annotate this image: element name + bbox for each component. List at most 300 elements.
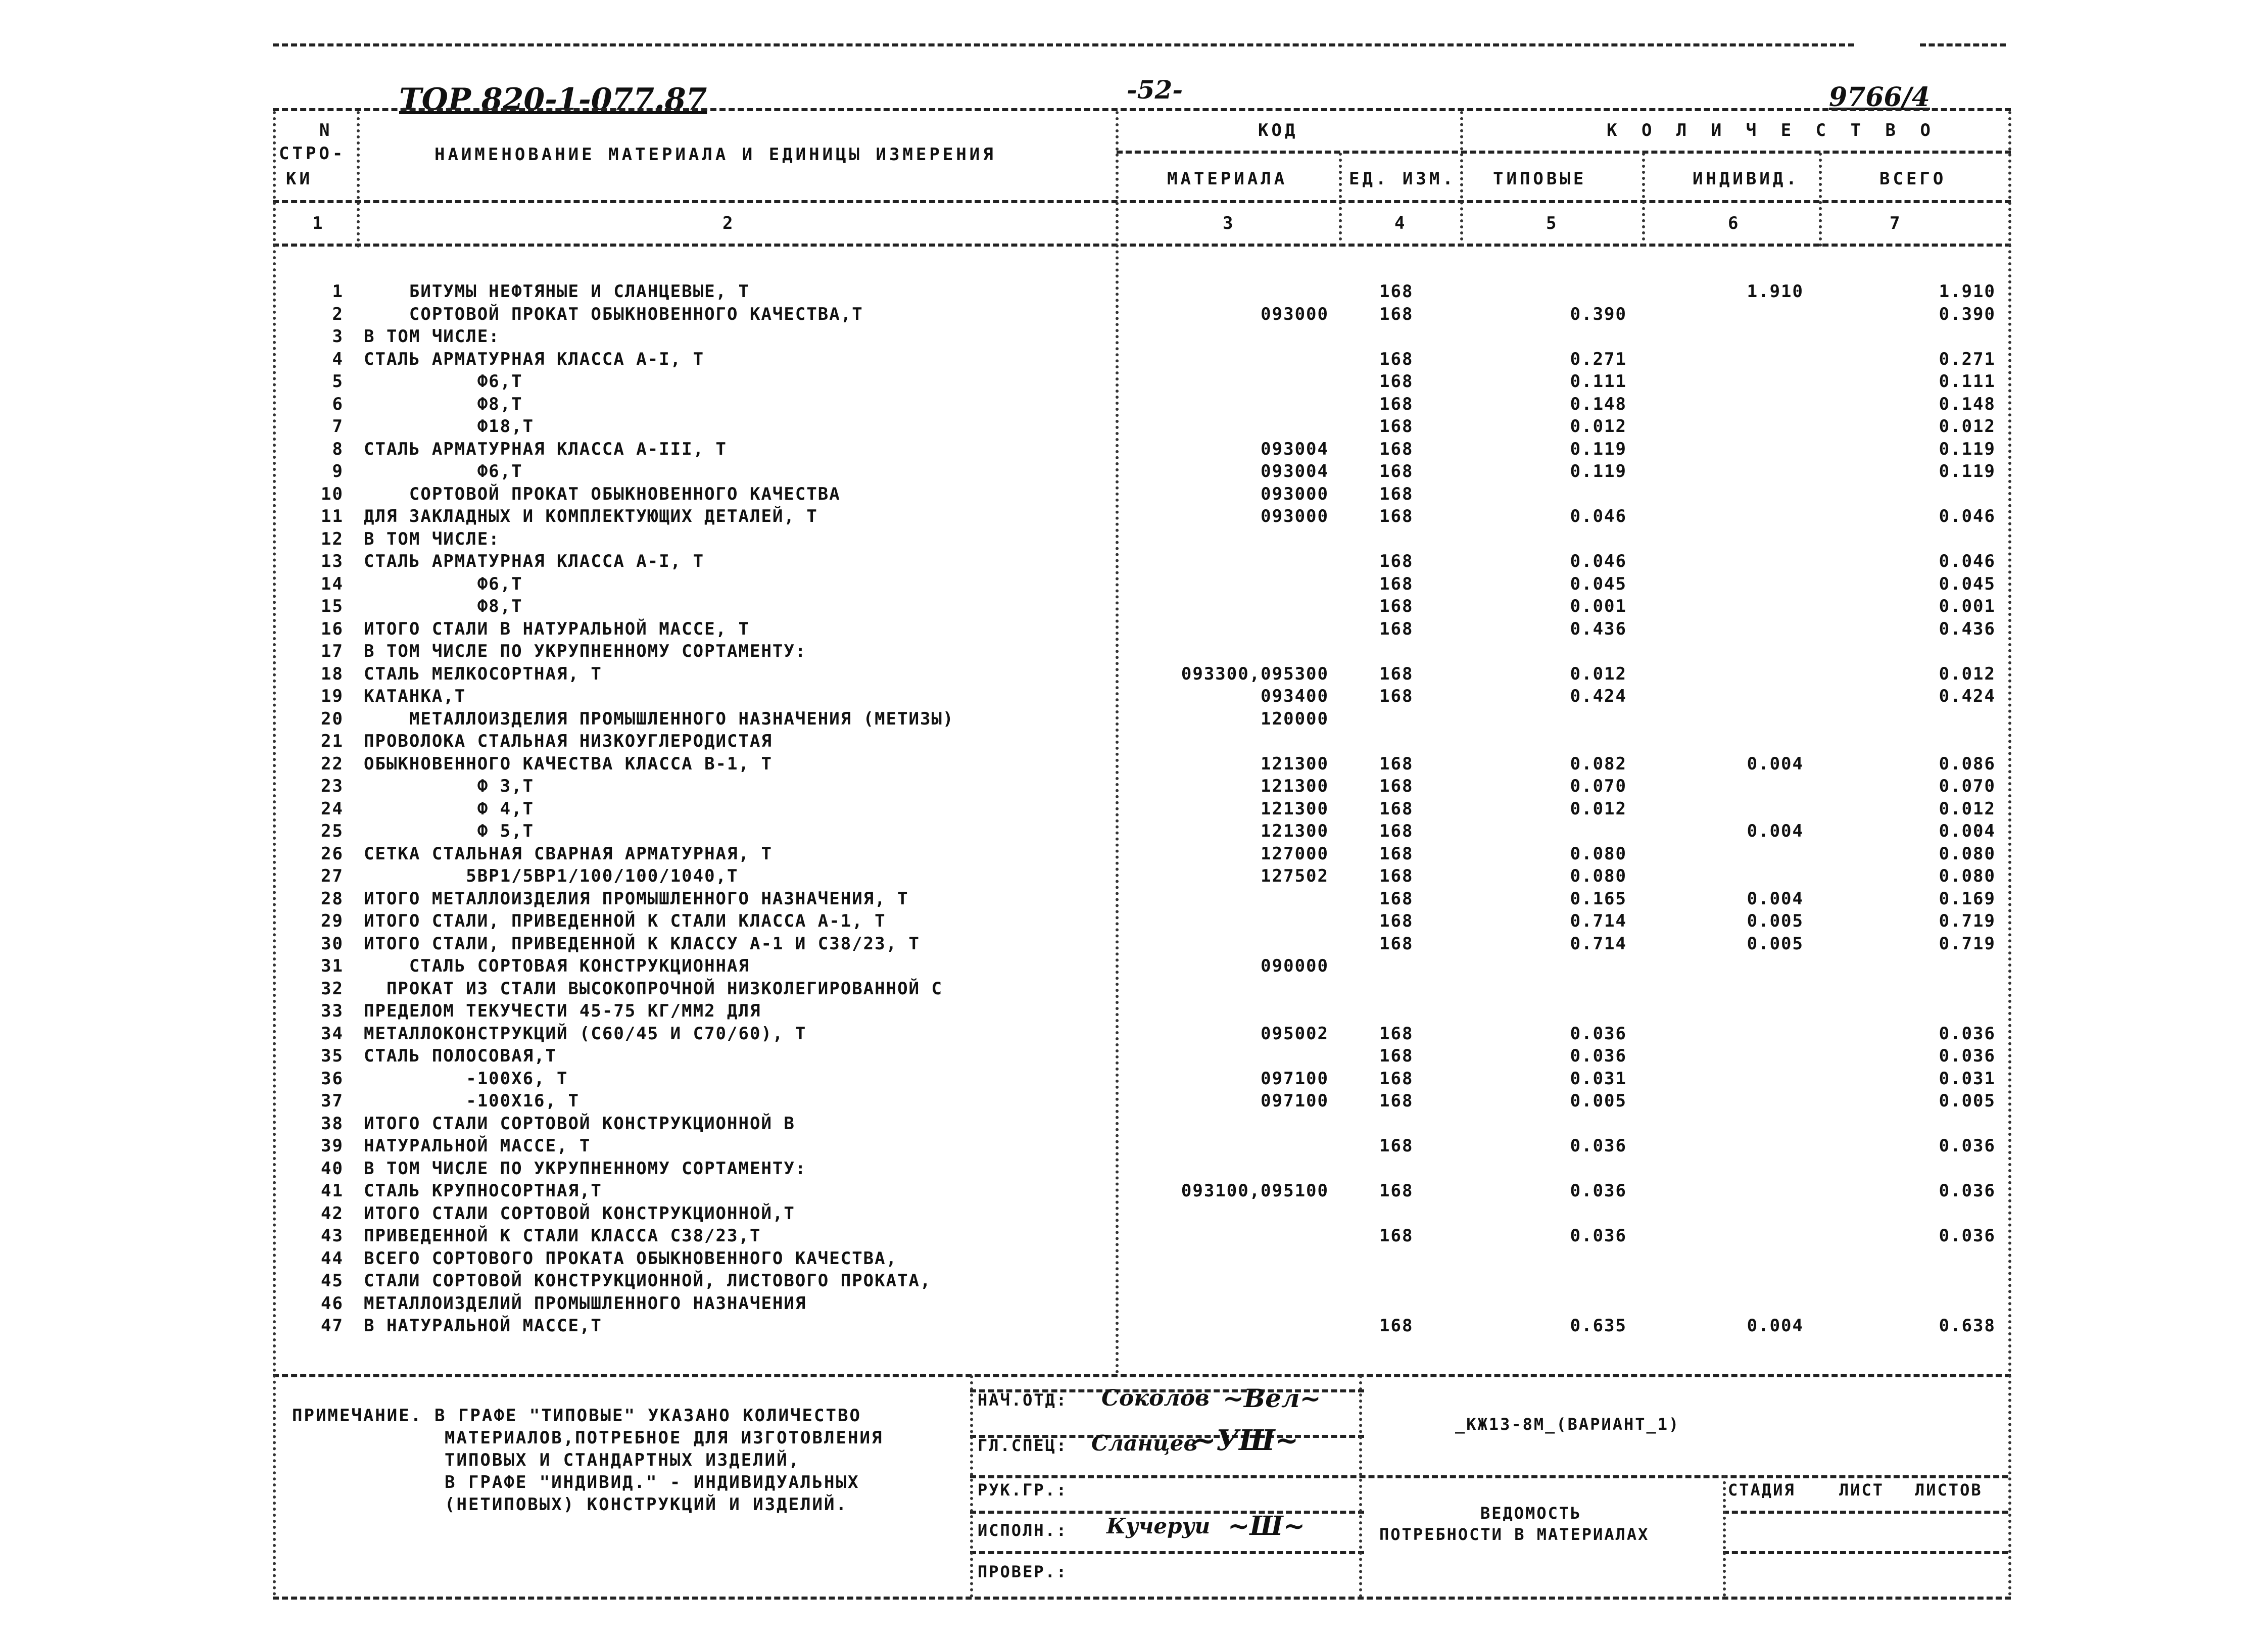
typical-qty: 0.036 (1570, 1024, 1627, 1044)
material-name: Ф 3,Т (364, 776, 535, 796)
material-name: ПРИВЕДЕННОЙ К СТАЛИ КЛАССА С38/23,Т (364, 1226, 761, 1246)
material-name: Ф8,Т (364, 394, 523, 414)
header-mid-line (273, 200, 2011, 203)
row-number: 21 (321, 731, 344, 751)
unit-code: 168 (1379, 416, 1414, 437)
row-number: 46 (321, 1293, 344, 1314)
table-row (0, 394, 2268, 416)
typical-qty: 0.390 (1570, 304, 1627, 324)
stamp-gl-spec-name: Сланцев (1091, 1431, 1198, 1456)
individual-qty: 0.004 (1747, 754, 1804, 774)
row-number: 3 (332, 326, 344, 347)
total-qty: 0.036 (1939, 1024, 1996, 1044)
table-row (0, 349, 2268, 371)
header-quantity: К О Л И Ч Е С Т В О (1607, 120, 1938, 140)
row-number: 6 (332, 394, 344, 414)
table-row (0, 1046, 2268, 1068)
col-separator-tot (1819, 153, 1822, 247)
material-name: ПРЕДЕЛОМ ТЕКУЧЕСТИ 45-75 КГ/ММ2 ДЛЯ (364, 1001, 761, 1021)
material-code: 095002 (1261, 1024, 1329, 1044)
total-qty: 0.119 (1939, 461, 1996, 481)
material-name: СЕТКА СТАЛЬНАЯ СВАРНАЯ АРМАТУРНАЯ, Т (364, 844, 773, 864)
stamp-line-3 (970, 1475, 2008, 1478)
header-colnum-1: 1 (312, 213, 326, 233)
typical-qty: 0.036 (1570, 1181, 1627, 1201)
row-number: 1 (332, 281, 344, 302)
stamp-prover: ПРОВЕР.: (978, 1562, 1068, 1581)
row-number: 20 (321, 709, 344, 729)
header-sub-line (1117, 151, 2011, 154)
total-qty: 0.638 (1939, 1316, 1996, 1336)
stamp-line-5 (1723, 1511, 2008, 1514)
table-row (0, 866, 2268, 888)
table-row (0, 484, 2268, 506)
table-row (0, 1091, 2268, 1113)
table-row (0, 664, 2268, 686)
unit-code: 168 (1379, 371, 1414, 392)
material-name: ПРОВОЛОКА СТАЛЬНАЯ НИЗКОУГЛЕРОДИСТАЯ (364, 731, 773, 751)
row-number: 32 (321, 979, 344, 999)
table-row (0, 1248, 2268, 1271)
table-row (0, 416, 2268, 439)
material-code: 121300 (1261, 776, 1329, 796)
body-bottom-line (273, 1374, 2011, 1377)
material-code: 093000 (1261, 484, 1329, 504)
typical-qty: 0.012 (1570, 799, 1627, 819)
typical-qty: 0.046 (1570, 551, 1627, 571)
material-name: СТАЛЬ КРУПНОСОРТНАЯ,Т (364, 1181, 602, 1201)
total-qty: 0.031 (1939, 1069, 1996, 1089)
table-row (0, 934, 2268, 956)
unit-code: 168 (1379, 1091, 1414, 1111)
material-name: ВСЕГО СОРТОВОГО ПРОКАТА ОБЫКНОВЕННОГО КАЧЕСТВА, (364, 1248, 898, 1269)
row-number: 4 (332, 349, 344, 369)
row-number: 27 (321, 866, 344, 886)
total-qty: 0.719 (1939, 911, 1996, 931)
typical-qty: 0.001 (1570, 596, 1627, 616)
unit-code: 168 (1379, 394, 1414, 414)
row-number: 30 (321, 934, 344, 954)
material-name: НАТУРАЛЬНОЙ МАССЕ, Т (364, 1136, 591, 1156)
stamp-gl-spec-signature: ~УШ~ (1192, 1424, 1299, 1457)
row-number: 8 (332, 439, 344, 459)
total-qty: 0.001 (1939, 596, 1996, 616)
material-code: 093000 (1261, 304, 1329, 324)
table-row (0, 304, 2268, 326)
col-separator-unit (1339, 153, 1342, 247)
table-row (0, 619, 2268, 641)
material-code: 093100,095100 (1181, 1181, 1329, 1201)
stamp-gl-spec: ГЛ.СПЕЦ: (978, 1436, 1068, 1455)
material-code: 093400 (1261, 686, 1329, 706)
stamp-nach-otd-name: Соколов (1101, 1385, 1210, 1411)
material-code: 121300 (1261, 754, 1329, 774)
material-name: ДЛЯ ЗАКЛАДНЫХ И КОМПЛЕКТУЮЩИХ ДЕТАЛЕЙ, Т (364, 506, 818, 526)
unit-code: 168 (1379, 619, 1414, 639)
table-row (0, 1069, 2268, 1091)
top-border-line (273, 43, 1854, 46)
material-code: 127502 (1261, 866, 1329, 886)
material-name: СТАЛЬ МЕЛКОСОРТНАЯ, Т (364, 664, 602, 684)
total-qty: 0.390 (1939, 304, 1996, 324)
total-qty: 0.036 (1939, 1181, 1996, 1201)
row-number: 17 (321, 641, 344, 661)
stamp-ispoln: ИСПОЛН.: (978, 1521, 1068, 1540)
typical-qty: 0.436 (1570, 619, 1627, 639)
individual-qty: 0.004 (1747, 1316, 1804, 1336)
unit-code: 168 (1379, 596, 1414, 616)
material-name: ИТОГО СТАЛИ СОРТОВОЙ КОНСТРУКЦИОННОЙ,Т (364, 1203, 795, 1224)
total-qty: 0.005 (1939, 1091, 1996, 1111)
material-name: СТАЛИ СОРТОВОЙ КОНСТРУКЦИОННОЙ, ЛИСТОВОГО ПРОКАТА, (364, 1271, 932, 1291)
stamp-project-code: _КЖ13-8М_(ВАРИАНТ_1) (1455, 1415, 1680, 1434)
material-name: ИТОГО СТАЛИ, ПРИВЕДЕННОЙ К КЛАССУ А-1 И С38/23, Т (364, 934, 921, 954)
typical-qty: 0.005 (1570, 1091, 1627, 1111)
total-qty: 1.910 (1939, 281, 1996, 302)
material-name: Ф 5,Т (364, 821, 535, 841)
header-colnum-7: 7 (1890, 213, 1903, 233)
row-number: 33 (321, 1001, 344, 1021)
typical-qty: 0.012 (1570, 416, 1627, 437)
total-qty: 0.080 (1939, 844, 1996, 864)
sheet-code: 9766/4 (1829, 82, 1930, 113)
header-total: ВСЕГО (1879, 169, 1947, 189)
table-row (0, 776, 2268, 798)
row-number: 28 (321, 889, 344, 909)
unit-code: 168 (1379, 506, 1414, 526)
material-name: МЕТАЛЛОИЗДЕЛИЯ ПРОМЫШЛЕННОГО НАЗНАЧЕНИЯ (МЕТИЗЫ) (364, 709, 954, 729)
header-unit: ЕД. ИЗМ. (1349, 169, 1456, 189)
material-code: 097100 (1261, 1091, 1329, 1111)
table-row (0, 979, 2268, 1001)
material-name: ОБЫКНОВЕННОГО КАЧЕСТВА КЛАССА В-1, Т (364, 754, 773, 774)
header-typical: ТИПОВЫЕ (1493, 169, 1587, 189)
total-qty: 0.719 (1939, 934, 1996, 954)
total-qty: 0.012 (1939, 799, 1996, 819)
material-name: ИТОГО СТАЛИ В НАТУРАЛЬНОЙ МАССЕ, Т (364, 619, 750, 639)
row-number: 36 (321, 1069, 344, 1089)
unit-code: 168 (1379, 461, 1414, 481)
page-bottom-line (273, 1597, 2011, 1600)
table-row (0, 911, 2268, 933)
document-number: ТОР 820-1-077.87 (399, 82, 707, 117)
table-row (0, 686, 2268, 708)
table-row (0, 844, 2268, 866)
typical-qty: 0.635 (1570, 1316, 1627, 1336)
unit-code: 168 (1379, 1024, 1414, 1044)
row-number: 19 (321, 686, 344, 706)
material-name: Ф8,Т (364, 596, 523, 616)
unit-code: 168 (1379, 304, 1414, 324)
table-row (0, 529, 2268, 551)
note-line-1: В ГРАФЕ "ТИПОВЫЕ" УКАЗАНО КОЛИЧЕСТВО (435, 1406, 861, 1426)
total-qty: 0.169 (1939, 889, 1996, 909)
typical-qty: 0.119 (1570, 461, 1627, 481)
row-number: 34 (321, 1024, 344, 1044)
material-code: 093004 (1261, 461, 1329, 481)
material-name: В ТОМ ЧИСЛЕ: (364, 529, 500, 549)
typical-qty: 0.070 (1570, 776, 1627, 796)
material-name: СОРТОВОЙ ПРОКАТ ОБЫКНОВЕННОГО КАЧЕСТВА (364, 484, 841, 504)
unit-code: 168 (1379, 349, 1414, 369)
typical-qty: 0.148 (1570, 394, 1627, 414)
total-qty: 0.080 (1939, 866, 1996, 886)
table-row (0, 371, 2268, 394)
total-qty: 0.070 (1939, 776, 1996, 796)
material-name: Ф6,Т (364, 574, 523, 594)
note-line-5: (НЕТИПОВЫХ) КОНСТРУКЦИЙ И ИЗДЕЛИЙ. (445, 1494, 848, 1515)
stamp-nach-otd-signature: ~Вел~ (1223, 1383, 1321, 1413)
header-colnum-2: 2 (722, 213, 736, 233)
header-no-line2: СТРО- (279, 143, 346, 164)
material-name: В ТОМ ЧИСЛЕ ПО УКРУПНЕННОМУ СОРТАМЕНТУ: (364, 641, 807, 661)
total-qty: 0.271 (1939, 349, 1996, 369)
header-colnum-6: 6 (1728, 213, 1742, 233)
unit-code: 168 (1379, 664, 1414, 684)
row-number: 7 (332, 416, 344, 437)
material-name: ИТОГО СТАЛИ СОРТОВОЙ КОНСТРУКЦИОННОЙ В (364, 1114, 795, 1134)
typical-qty: 0.080 (1570, 866, 1627, 886)
table-row (0, 1159, 2268, 1181)
row-number: 15 (321, 596, 344, 616)
material-name: ИТОГО СТАЛИ, ПРИВЕДЕННОЙ К СТАЛИ КЛАССА А-1, Т (364, 911, 886, 931)
stamp-nach-otd: НАЧ.ОТД: (978, 1390, 1068, 1410)
total-qty: 0.036 (1939, 1226, 1996, 1246)
material-name: СТАЛЬ АРМАТУРНАЯ КЛАССА А-III, Т (364, 439, 728, 459)
table-row (0, 1293, 2268, 1316)
material-code: 093300,095300 (1181, 664, 1329, 684)
note-line-4: В ГРАФЕ "ИНДИВИД." - ИНДИВИДУАЛЬНЫХ (445, 1472, 860, 1492)
material-name: 5ВР1/5ВР1/100/100/1040,Т (364, 866, 739, 886)
row-number: 38 (321, 1114, 344, 1134)
material-code: 121300 (1261, 799, 1329, 819)
total-qty: 0.046 (1939, 551, 1996, 571)
table-row (0, 1136, 2268, 1158)
material-name: СТАЛЬ АРМАТУРНАЯ КЛАССА А-I, Т (364, 551, 705, 571)
individual-qty: 0.004 (1747, 889, 1804, 909)
material-name: ИТОГО МЕТАЛЛОИЗДЕЛИЯ ПРОМЫШЛЕННОГО НАЗНАЧЕНИЯ, Т (364, 889, 909, 909)
row-number: 37 (321, 1091, 344, 1111)
total-qty: 0.004 (1939, 821, 1996, 841)
stamp-title-line2: ПОТРЕБНОСТИ В МАТЕРИАЛАХ (1379, 1525, 1650, 1544)
note-line-3: ТИПОВЫХ И СТАНДАРТНЫХ ИЗДЕЛИЙ, (445, 1450, 801, 1470)
stamp-ispoln-signature: ~Ш~ (1228, 1511, 1306, 1541)
stamp-ruk-gr: РУК.ГР.: (978, 1480, 1068, 1500)
material-code: 127000 (1261, 844, 1329, 864)
unit-code: 168 (1379, 1046, 1414, 1066)
row-number: 29 (321, 911, 344, 931)
stamp-line-7 (1723, 1551, 2008, 1554)
table-row (0, 574, 2268, 596)
table-row (0, 551, 2268, 573)
table-row (0, 281, 2268, 304)
material-name: СТАЛЬ АРМАТУРНАЯ КЛАССА А-I, Т (364, 349, 705, 369)
total-qty: 0.046 (1939, 506, 1996, 526)
unit-code: 168 (1379, 866, 1414, 886)
table-row (0, 439, 2268, 461)
table-row (0, 709, 2268, 731)
row-number: 12 (321, 529, 344, 549)
unit-code: 168 (1379, 574, 1414, 594)
material-name: Ф18,Т (364, 416, 535, 437)
table-row (0, 461, 2268, 484)
table-row (0, 326, 2268, 349)
row-number: 9 (332, 461, 344, 481)
material-code: 097100 (1261, 1069, 1329, 1089)
material-name: БИТУМЫ НЕФТЯНЫЕ И СЛАНЦЕВЫЕ, Т (364, 281, 750, 302)
row-number: 39 (321, 1136, 344, 1156)
material-name: Ф 4,Т (364, 799, 535, 819)
unit-code: 168 (1379, 686, 1414, 706)
stamp-separator-mid (1359, 1375, 1362, 1598)
total-qty: 0.012 (1939, 664, 1996, 684)
col-separator-name (357, 111, 360, 248)
material-name: -100Х16, Т (364, 1091, 580, 1111)
individual-qty: 0.005 (1747, 911, 1804, 931)
row-number: 42 (321, 1203, 344, 1224)
unit-code: 168 (1379, 1069, 1414, 1089)
table-row (0, 1226, 2268, 1248)
row-number: 26 (321, 844, 344, 864)
row-number: 2 (332, 304, 344, 324)
row-number: 14 (321, 574, 344, 594)
material-name: СТАЛЬ СОРТОВАЯ КОНСТРУКЦИОННАЯ (364, 956, 750, 976)
material-code: 121300 (1261, 821, 1329, 841)
typical-qty: 0.424 (1570, 686, 1627, 706)
header-colnum-4: 4 (1394, 213, 1408, 233)
material-name: Ф6,Т (364, 461, 523, 481)
top-border-line-right (1920, 43, 2006, 46)
total-qty: 0.036 (1939, 1136, 1996, 1156)
material-code: 093004 (1261, 439, 1329, 459)
material-name: Ф6,Т (364, 371, 523, 392)
stamp-title-line1: ВЕДОМОСТЬ (1480, 1504, 1582, 1523)
table-row (0, 1181, 2268, 1203)
typical-qty: 0.271 (1570, 349, 1627, 369)
individual-qty: 1.910 (1747, 281, 1804, 302)
header-top-line (273, 108, 2011, 111)
header-colnum-3: 3 (1223, 213, 1236, 233)
row-number: 43 (321, 1226, 344, 1246)
table-row (0, 596, 2268, 618)
typical-qty: 0.082 (1570, 754, 1627, 774)
total-qty: 0.148 (1939, 394, 1996, 414)
typical-qty: 0.714 (1570, 911, 1627, 931)
table-row (0, 956, 2268, 978)
table-row (0, 731, 2268, 753)
typical-qty: 0.080 (1570, 844, 1627, 864)
unit-code: 168 (1379, 776, 1414, 796)
material-name: КАТАНКА,Т (364, 686, 466, 706)
row-number: 5 (332, 371, 344, 392)
total-qty: 0.111 (1939, 371, 1996, 392)
row-number: 31 (321, 956, 344, 976)
col-separator-qty (1460, 111, 1463, 247)
col-separator-ind (1642, 153, 1645, 247)
individual-qty: 0.004 (1747, 821, 1804, 841)
row-number: 35 (321, 1046, 344, 1066)
table-row (0, 1271, 2268, 1293)
note-line-2: МАТЕРИАЛОВ,ПОТРЕБНОЕ ДЛЯ ИЗГОТОВЛЕНИЯ (445, 1428, 884, 1448)
individual-qty: 0.005 (1747, 934, 1804, 954)
row-number: 44 (321, 1248, 344, 1269)
row-number: 13 (321, 551, 344, 571)
unit-code: 168 (1379, 754, 1414, 774)
material-code: 120000 (1261, 709, 1329, 729)
total-qty: 0.012 (1939, 416, 1996, 437)
header-code: КОД (1258, 120, 1298, 140)
stamp-line-6 (970, 1551, 1364, 1554)
row-number: 23 (321, 776, 344, 796)
unit-code: 168 (1379, 844, 1414, 864)
unit-code: 168 (1379, 934, 1414, 954)
stamp-sheet: ЛИСТ (1839, 1480, 1885, 1500)
material-name: -100Х6, Т (364, 1069, 568, 1089)
material-code: 090000 (1261, 956, 1329, 976)
header-material: МАТЕРИАЛА (1167, 169, 1288, 189)
total-qty: 0.436 (1939, 619, 1996, 639)
header-individual: ИНДИВИД. (1693, 169, 1800, 189)
row-number: 10 (321, 484, 344, 504)
table-row (0, 821, 2268, 843)
table-row (0, 1001, 2268, 1023)
unit-code: 168 (1379, 821, 1414, 841)
row-number: 22 (321, 754, 344, 774)
material-name: СОРТОВОЙ ПРОКАТ ОБЫКНОВЕННОГО КАЧЕСТВА,Т (364, 304, 863, 324)
table-row (0, 1203, 2268, 1226)
row-number: 40 (321, 1159, 344, 1179)
note-label: ПРИМЕЧАНИЕ. (292, 1406, 423, 1426)
typical-qty: 0.111 (1570, 371, 1627, 392)
header-colnum-5: 5 (1546, 213, 1560, 233)
material-name: В ТОМ ЧИСЛЕ ПО УКРУПНЕННОМУ СОРТАМЕНТУ: (364, 1159, 807, 1179)
unit-code: 168 (1379, 1316, 1414, 1336)
material-name: ПРОКАТ ИЗ СТАЛИ ВЫСОКОПРОЧНОЙ НИЗКОЛЕГИРОВАННОЙ С (364, 979, 943, 999)
stamp-ispoln-name: Кучеруи (1106, 1514, 1211, 1538)
header-bottom-line (273, 244, 2011, 247)
unit-code: 168 (1379, 551, 1414, 571)
typical-qty: 0.165 (1570, 889, 1627, 909)
stamp-separator-left (970, 1375, 973, 1598)
material-name: МЕТАЛЛОИЗДЕЛИЙ ПРОМЫШЛЕННОГО НАЗНАЧЕНИЯ (364, 1293, 807, 1314)
stamp-separator-right (1723, 1475, 1726, 1597)
unit-code: 168 (1379, 799, 1414, 819)
typical-qty: 0.012 (1570, 664, 1627, 684)
header-name: НАИМЕНОВАНИЕ МАТЕРИАЛА И ЕДИНИЦЫ ИЗМЕРЕНИЯ (435, 144, 996, 165)
unit-code: 168 (1379, 484, 1414, 504)
material-name: СТАЛЬ ПОЛОСОВАЯ,Т (364, 1046, 557, 1066)
table-row (0, 641, 2268, 663)
material-code: 093000 (1261, 506, 1329, 526)
material-name: В НАТУРАЛЬНОЙ МАССЕ,Т (364, 1316, 602, 1336)
total-qty: 0.086 (1939, 754, 1996, 774)
stamp-sheets: ЛИСТОВ (1915, 1480, 1983, 1500)
total-qty: 0.036 (1939, 1046, 1996, 1066)
table-row (0, 1024, 2268, 1046)
material-name: МЕТАЛЛОКОНСТРУКЦИЙ (С60/45 И С70/60), Т (364, 1024, 807, 1044)
total-qty: 0.119 (1939, 439, 1996, 459)
typical-qty: 0.045 (1570, 574, 1627, 594)
typical-qty: 0.031 (1570, 1069, 1627, 1089)
table-row (0, 754, 2268, 776)
typical-qty: 0.036 (1570, 1226, 1627, 1246)
total-qty: 0.045 (1939, 574, 1996, 594)
row-number: 25 (321, 821, 344, 841)
typical-qty: 0.714 (1570, 934, 1627, 954)
table-row (0, 506, 2268, 528)
typical-qty: 0.036 (1570, 1136, 1627, 1156)
page-number: -52- (1127, 75, 1183, 105)
